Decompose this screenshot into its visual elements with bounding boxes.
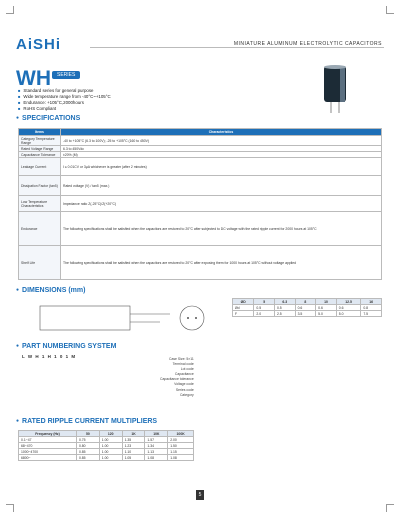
table-header-cell: Frequency (Hz) (19, 431, 77, 437)
table-cell: 1.23 (122, 443, 145, 449)
part-label: Lot code (180, 367, 194, 372)
crop-mark-bottom-right (386, 504, 394, 512)
table-header-cell: 1K (122, 431, 145, 437)
spec-value: The following specifications shall be satisfied when the capacitors are restored to 20°C after exposing them for 1000 hours at 105°C without voltage applied (61, 246, 382, 280)
spec-value: -40 to +105°C (6.3 to 100V); -25 to +105°C (160 to 450V) (61, 136, 382, 146)
capacitor-image (310, 64, 364, 114)
table-row (19, 176, 382, 196)
table-cell: Ød (233, 305, 254, 311)
header-divider (90, 47, 384, 48)
table-header-cell: 5 (254, 299, 275, 305)
table-cell: 0.85 (76, 455, 99, 461)
part-number-code: L W H 1 H 1 0 1 M (22, 354, 77, 359)
page-number: 5 (196, 490, 204, 500)
table-cell: 2.5 (274, 311, 295, 317)
table-cell: 2.0 (254, 311, 275, 317)
spec-key: Capacitance Tolerance (19, 152, 61, 158)
spec-key: Low Temperature Characteristics (19, 196, 61, 212)
table-cell: 0.5 (274, 305, 295, 311)
spec-key: Shelf Life (19, 246, 61, 280)
dimension-drawing (20, 300, 210, 336)
part-label: Case Size: 5×11 (169, 357, 194, 361)
table-header-cell: 50 (76, 431, 99, 437)
table-header-row (19, 129, 382, 136)
table-row (19, 246, 382, 280)
table-row (19, 455, 194, 461)
table-header-cell: 16 (361, 299, 382, 305)
part-label: Category (179, 392, 194, 397)
spec-value: The following specifications shall be satisfied when the capacitors are restored to 20°C after subjected to DC voltage with the rated ripple current for 2000 hours at 105°C (61, 212, 382, 246)
table-cell: 0.8 (361, 305, 382, 311)
table-row (233, 311, 382, 317)
spec-key: Rated Voltage Range (19, 146, 61, 152)
table-cell: 7.5 (361, 311, 382, 317)
feature-list (18, 88, 111, 112)
table-cell: 68~470 (19, 443, 77, 449)
specifications-heading: ● SPECIFICATIONS (16, 115, 80, 122)
table-row (19, 158, 382, 176)
table-cell: 3.5 (295, 311, 316, 317)
table-header-cell: ØD (233, 299, 254, 305)
spec-value: 6.3 to 450Vdc (61, 146, 382, 152)
spec-value: Rated voltage (V) / tanδ (max.) (61, 176, 382, 196)
table-cell: F (233, 311, 254, 317)
feature-item: ■ RoHS Compliant (18, 106, 111, 112)
part-label: Voltage code (174, 382, 194, 387)
table-cell: 1.00 (99, 455, 122, 461)
table-header-cell: 6.3 (274, 299, 295, 305)
feature-item: ■ Endurance: +105°C,2000hours (18, 100, 111, 106)
part-number-legend (160, 357, 194, 398)
table-cell: 1.08 (145, 455, 168, 461)
table-header-cell: 12.5 (336, 299, 361, 305)
table-cell: 0.6 (336, 305, 361, 311)
table-header-cell: Characteristics (61, 129, 382, 136)
table-cell: 0.6 (316, 305, 337, 311)
brand-logo: AiSHi (16, 36, 62, 53)
table-cell: 1.13 (145, 449, 168, 455)
feature-item: ■ Standard series for general purpose (18, 88, 111, 94)
crop-mark-bottom-left (6, 504, 14, 512)
document-title: MINIATURE ALUMINUM ELECTROLYTIC CAPACITORS (230, 41, 382, 47)
crop-mark-top-right (386, 6, 394, 14)
table-header-cell: 8 (295, 299, 316, 305)
table-cell: 0.75 (76, 437, 99, 443)
table-cell: 1.00 (99, 449, 122, 455)
table-cell: 1.15 (168, 449, 194, 455)
table-cell: 0.80 (76, 443, 99, 449)
table-header-cell: 10 (316, 299, 337, 305)
spec-key: Leakage Current (19, 158, 61, 176)
table-cell: 1000~4700 (19, 449, 77, 455)
series-name: WH (16, 67, 51, 90)
table-row (19, 196, 382, 212)
table-cell: 1.10 (122, 449, 145, 455)
spec-value: Impedance ratio Z(-25°C)/Z(+20°C) (61, 196, 382, 212)
part-label: Series code (175, 387, 194, 392)
table-header-cell: 120 (99, 431, 122, 437)
ripple-heading: ● RATED RIPPLE CURRENT MULTIPLIERS (16, 418, 157, 425)
spec-key: Endurance (19, 212, 61, 246)
dimensions-table (232, 298, 382, 317)
table-cell: 1.05 (122, 455, 145, 461)
table-header-cell: 100K (168, 431, 194, 437)
part-label: Terminal code (172, 362, 194, 367)
table-cell: 1.00 (99, 443, 122, 449)
table-cell: 5.0 (316, 311, 337, 317)
specifications-table (18, 128, 382, 280)
ripple-multiplier-table (18, 430, 194, 461)
table-cell: 0.5 (254, 305, 275, 311)
table-cell: 1.34 (145, 443, 168, 449)
table-cell: 0.1~47 (19, 437, 77, 443)
table-row (19, 136, 382, 146)
part-numbering-heading: ● PART NUMBERING SYSTEM (16, 343, 116, 350)
series-badge: SERIES (52, 71, 80, 79)
table-row (19, 212, 382, 246)
table-cell: 1.08 (168, 455, 194, 461)
spec-value: I ≤ 0.01CV or 3μA whichever is greater (after 2 minutes) (61, 158, 382, 176)
table-cell: 1.00 (99, 437, 122, 443)
spec-key: Category Temperature Range (19, 136, 61, 146)
table-cell: 1.50 (168, 443, 194, 449)
table-header-cell: Items (19, 129, 61, 136)
spec-key: Dissipation Factor (tanδ) (19, 176, 61, 196)
table-cell: 0.85 (76, 449, 99, 455)
feature-item: ■ Wide temperature range from -40°C~+105°C (18, 94, 111, 100)
crop-mark-top-left (6, 6, 14, 14)
table-header-cell: 10K (145, 431, 168, 437)
table-cell: 6800~ (19, 455, 77, 461)
table-cell: 0.6 (295, 305, 316, 311)
table-cell: 1.57 (145, 437, 168, 443)
part-label: Capacitance (174, 372, 194, 377)
spec-value: ±20% (M) (61, 152, 382, 158)
table-cell: 2.00 (168, 437, 194, 443)
table-cell: 1.35 (122, 437, 145, 443)
table-cell: 5.0 (336, 311, 361, 317)
part-label: Capacitance tolerance (160, 377, 194, 382)
dimensions-heading: ● DIMENSIONS (mm) (16, 287, 85, 294)
